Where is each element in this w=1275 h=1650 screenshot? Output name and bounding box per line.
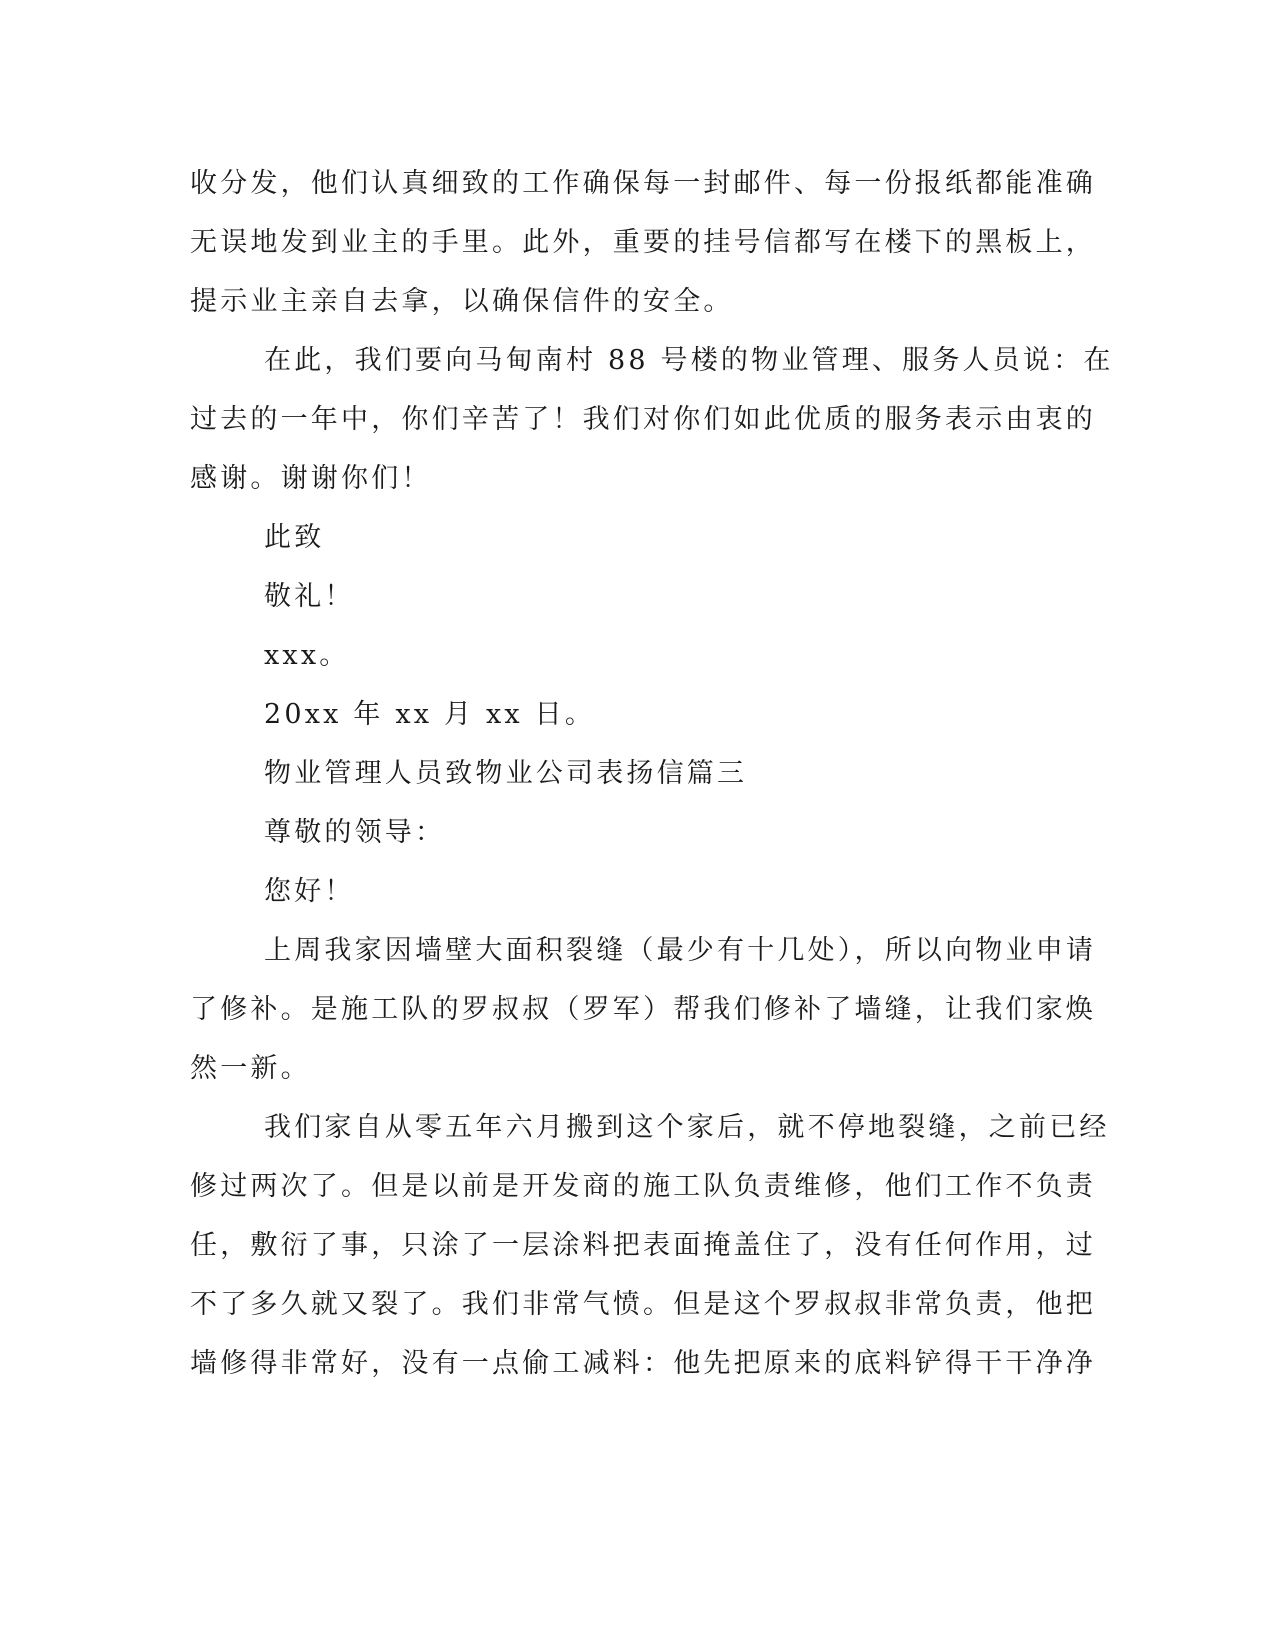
section-title: 物业管理人员致物业公司表扬信篇三 (264, 758, 748, 789)
paragraph-line: 任，敷衍了事，只涂了一层涂料把表面掩盖住了，没有任何作用，过 (190, 1230, 1096, 1261)
paragraph-line: 感谢。谢谢你们！ (190, 463, 432, 494)
letter-greeting: 尊敬的领导： (264, 817, 446, 848)
paragraph-line: 了修补。是施工队的罗叔叔（罗军）帮我们修补了墙缝，让我们家焕 (190, 994, 1096, 1025)
paragraph-line: 在此，我们要向马甸南村 88 号楼的物业管理、服务人员说：在 (264, 345, 1114, 376)
signature-name: xxx。 (264, 640, 350, 671)
paragraph-line: 收分发，他们认真细致的工作确保每一封邮件、每一份报纸都能准确 (190, 168, 1096, 199)
paragraph-line: 提示业主亲自去拿，以确保信件的安全。 (190, 286, 734, 317)
paragraph-line: 过去的一年中，你们辛苦了！我们对你们如此优质的服务表示由衷的 (190, 404, 1096, 435)
paragraph-line: 无误地发到业主的手里。此外，重要的挂号信都写在楼下的黑板上， (190, 227, 1096, 258)
paragraph-line: 墙修得非常好，没有一点偷工减料：他先把原来的底料铲得干干净净 (190, 1348, 1096, 1379)
closing-regards: 敬礼！ (264, 581, 355, 612)
letter-hello: 您好！ (264, 876, 355, 907)
paragraph-line: 修过两次了。但是以前是开发商的施工队负责维修，他们工作不负责 (190, 1171, 1096, 1202)
signature-date: 20xx 年 xx 月 xx 日。 (264, 699, 596, 730)
closing-salutation: 此致 (264, 522, 325, 553)
paragraph-line: 我们家自从零五年六月搬到这个家后，就不停地裂缝，之前已经 (264, 1112, 1110, 1143)
paragraph-line: 上周我家因墙壁大面积裂缝（最少有十几处），所以向物业申请 (264, 935, 1097, 966)
paragraph-line: 然一新。 (190, 1053, 311, 1084)
paragraph-line: 不了多久就又裂了。我们非常气愤。但是这个罗叔叔非常负责，他把 (190, 1289, 1096, 1320)
